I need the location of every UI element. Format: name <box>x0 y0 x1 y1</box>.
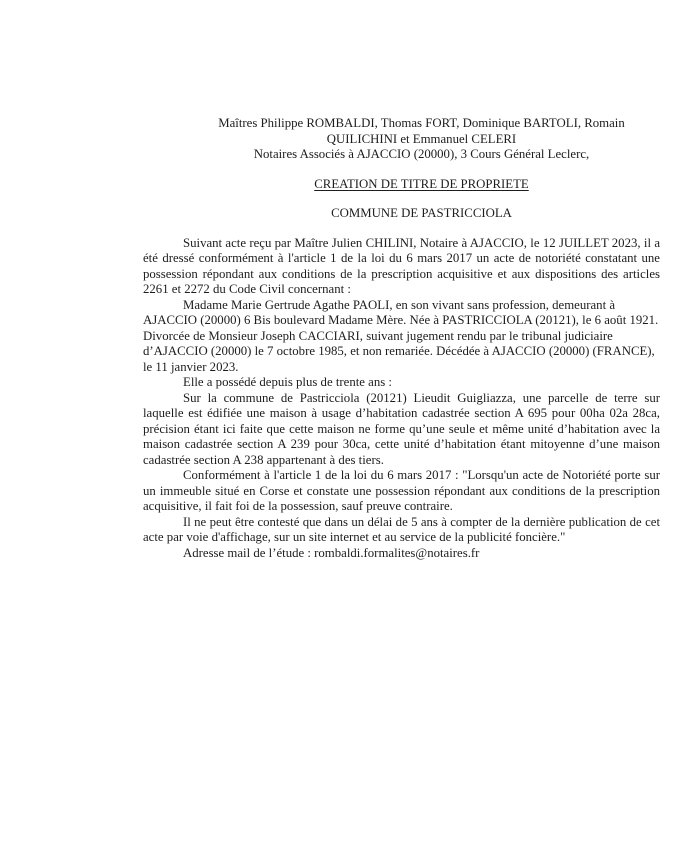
paragraph-acte-intro: Suivant acte reçu par Maître Julien CHILINI, Notaire à AJACCIO, le 12 JUILLET 2023, il a été dressé conformément à l'article 1 de la loi du 6 mars 2017 un acte de notoriété constatant une possession répondant aux conditions de la prescription acquisitive et aux dispositions des articles 2261 et 2272 du Code Civil concernant : <box>143 235 660 296</box>
notaries-names-line-2: QUILICHINI et Emmanuel CELERI <box>326 131 517 146</box>
spacer <box>183 163 660 177</box>
notaries-names-line-1: Maîtres Philippe ROMBALDI, Thomas FORT, Dominique BARTOLI, Romain <box>218 116 625 130</box>
paragraph-possession-trente-ans: Elle a possédé depuis plus de trente ans : <box>183 375 392 389</box>
paragraph-email: Adresse mail de l’étude : rombaldi.formalites@notaires.fr <box>183 545 480 560</box>
paragraph-defunte: Madame Marie Gertrude Agathe PAOLI, en son vivant sans profession, demeurant à AJACCIO (20000) 6 Bis boulevard Madame Mère. Née à PASTRICCIOLA (20121), le 6 août 1921. Divorcée de Monsieur Joseph CACCIARI, suivant jugement rendu par le tribunal judiciaire d’AJACCIO (20000) le 7 octobre 1985, et non remariée. Décédée à AJACCIO (20000) (FRANCE), le 11 janvier 2023. <box>143 297 659 374</box>
notarial-notice <box>143 116 660 561</box>
office-address: Notaires Associés à AJACCIO (20000), 3 Cours Général Leclerc, <box>253 147 590 161</box>
document-title: CREATION DE TITRE DE PROPRIETE <box>314 176 529 191</box>
commune-title: COMMUNE DE PASTRICCIOLA <box>331 206 512 220</box>
paragraph-loi-2017: Conformément à l'article 1 de la loi du 6 mars 2017 : "Lorsqu'un acte de Notoriété porte sur un immeuble situé en Corse et constate une possession répondant aux conditions de la prescription acquisitive, il fait foi de la possession, sauf preuve contraire. <box>143 468 660 513</box>
document-body <box>143 236 660 562</box>
paragraph-parcelle: Sur la commune de Pastricciola (20121) Lieudit Guigliazza, une parcelle de terre sur laquelle est édifiée une maison à usage d’habitation cadastrée section A 695 pour 00ha 02a 28ca, précision étant ici faite que cette maison ne forme qu’une seule et même unité d’habitation avec la maison cadastrée section A 239 pour 30ca, cette unité d’habitation étant mitoyenne d’une maison cadastrée section A 238 appartenant à des tiers. <box>143 390 660 467</box>
spacer <box>183 222 660 236</box>
notaries-names <box>183 116 660 147</box>
document-header <box>183 116 660 236</box>
paragraph-contestation: Il ne peut être contesté que dans un délai de 5 ans à compter de la dernière publication de cet acte par voie d'affichage, sur un site internet et au service de la publicité foncière." <box>143 514 660 544</box>
spacer <box>183 192 660 206</box>
